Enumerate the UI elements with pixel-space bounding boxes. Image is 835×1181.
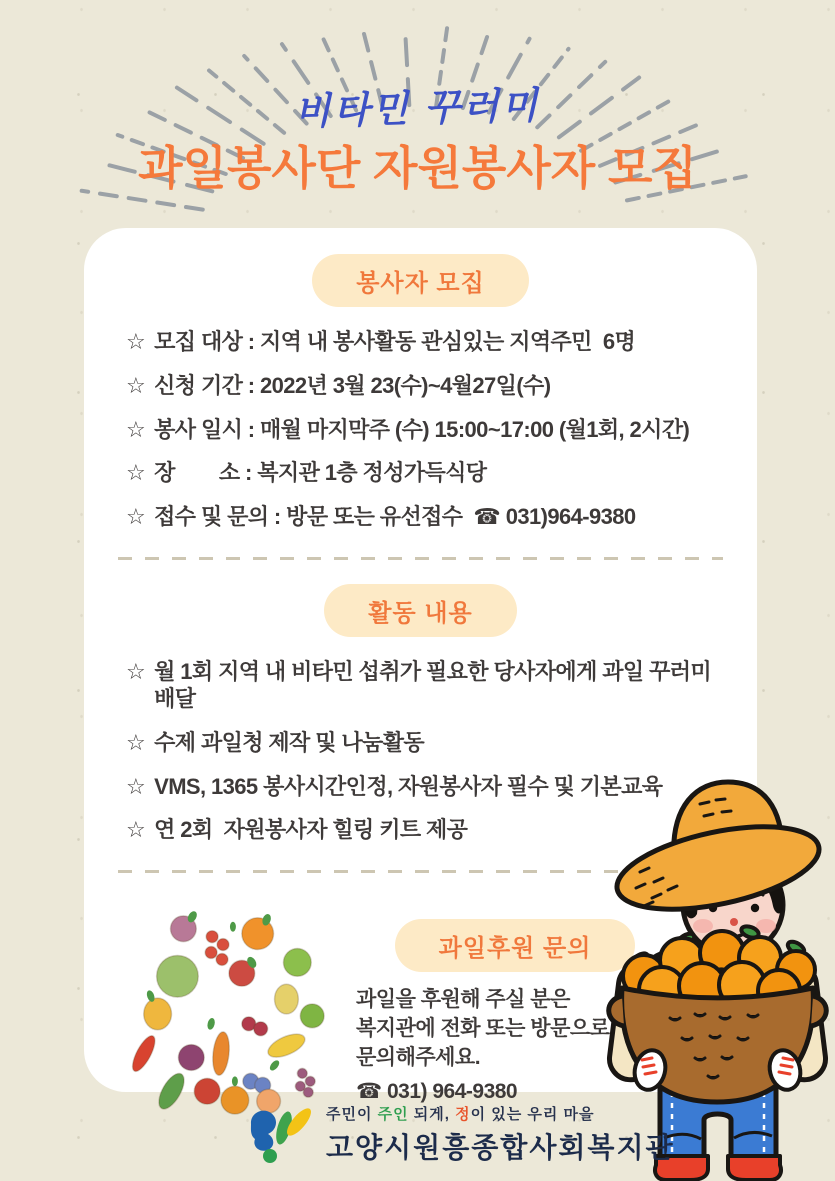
fruits-circle-icon bbox=[116, 897, 334, 1115]
tagline-part-red: 정 bbox=[455, 1105, 471, 1123]
list-item-text: 연 2회 자원봉사자 힐링 키트 제공 bbox=[154, 817, 468, 843]
list-item-text: 월 1회 지역 내 비타민 섭취가 필요한 당사자에게 과일 꾸러미 배달 bbox=[154, 659, 717, 711]
donation-badge: 과일후원 문의 bbox=[395, 919, 636, 972]
footer bbox=[242, 1102, 675, 1166]
tagline-part: 되게, bbox=[408, 1105, 456, 1123]
recruit-list bbox=[126, 329, 725, 531]
star-icon: ☆ bbox=[126, 372, 146, 398]
organization-logo-icon bbox=[242, 1102, 314, 1166]
list-item-text: 모집 대상 : 지역 내 봉사활동 관심있는 지역주민 6명 bbox=[154, 329, 636, 354]
tagline-part: 이 있는 우리 마을 bbox=[470, 1105, 595, 1123]
donation-line: 복지관에 전화 또는 방문으로 bbox=[356, 1017, 610, 1041]
donation-line: 문의해주세요. bbox=[356, 1046, 481, 1070]
list-item bbox=[126, 730, 725, 757]
star-icon: ☆ bbox=[126, 329, 146, 354]
star-icon: ☆ bbox=[126, 659, 146, 685]
dashed-divider bbox=[118, 557, 723, 560]
recruit-section-header bbox=[112, 254, 729, 307]
star-icon: ☆ bbox=[126, 460, 146, 486]
footer-text bbox=[326, 1103, 675, 1166]
list-item bbox=[126, 329, 725, 356]
tagline-part: 주민이 bbox=[326, 1105, 378, 1123]
star-icon: ☆ bbox=[126, 416, 146, 442]
list-item bbox=[126, 659, 725, 713]
tagline-part-green: 주인 bbox=[377, 1105, 409, 1123]
activity-section-header bbox=[112, 584, 729, 637]
star-icon: ☆ bbox=[126, 504, 146, 530]
page-title: 과일봉사단 자원봉사자 모집 bbox=[138, 142, 697, 194]
list-item-text: 신청 기간 : 2022년 3월 23(수)~4월27일(수) bbox=[154, 372, 551, 398]
list-item-text: VMS, 1365 봉사시간인정, 자원봉사자 필수 및 기본교육 bbox=[154, 773, 663, 799]
list-item-text: 봉사 일시 : 매월 마지막주 (수) 15:00~17:00 (월1회, 2시간) bbox=[154, 416, 690, 442]
footer-tagline bbox=[326, 1103, 675, 1124]
activity-badge: 활동 내용 bbox=[324, 584, 516, 637]
list-item-text: 장 소 : 복지관 1층 정성가득식당 bbox=[154, 460, 487, 486]
list-item bbox=[126, 504, 725, 531]
star-icon: ☆ bbox=[126, 729, 146, 755]
recruit-badge: 봉사자 모집 bbox=[312, 254, 529, 307]
star-icon: ☆ bbox=[126, 817, 146, 843]
subtitle-script: 비타민 꾸러미 bbox=[294, 84, 541, 133]
list-item bbox=[126, 417, 725, 444]
donation-phone-number: ☎ 031) 964-9380 bbox=[356, 1080, 518, 1104]
list-item-text: 수제 과일청 제작 및 나눔활동 bbox=[154, 729, 424, 755]
star-icon: ☆ bbox=[126, 773, 146, 799]
organization-name: 고양시원흥종합사회복지관 bbox=[326, 1131, 675, 1163]
list-item bbox=[126, 460, 725, 487]
list-item bbox=[126, 373, 725, 400]
list-item-text: 접수 및 문의 : 방문 또는 유선접수 ☎ 031)964-9380 bbox=[154, 504, 636, 530]
donation-line: 과일을 후원해 주실 분은 bbox=[356, 988, 570, 1012]
